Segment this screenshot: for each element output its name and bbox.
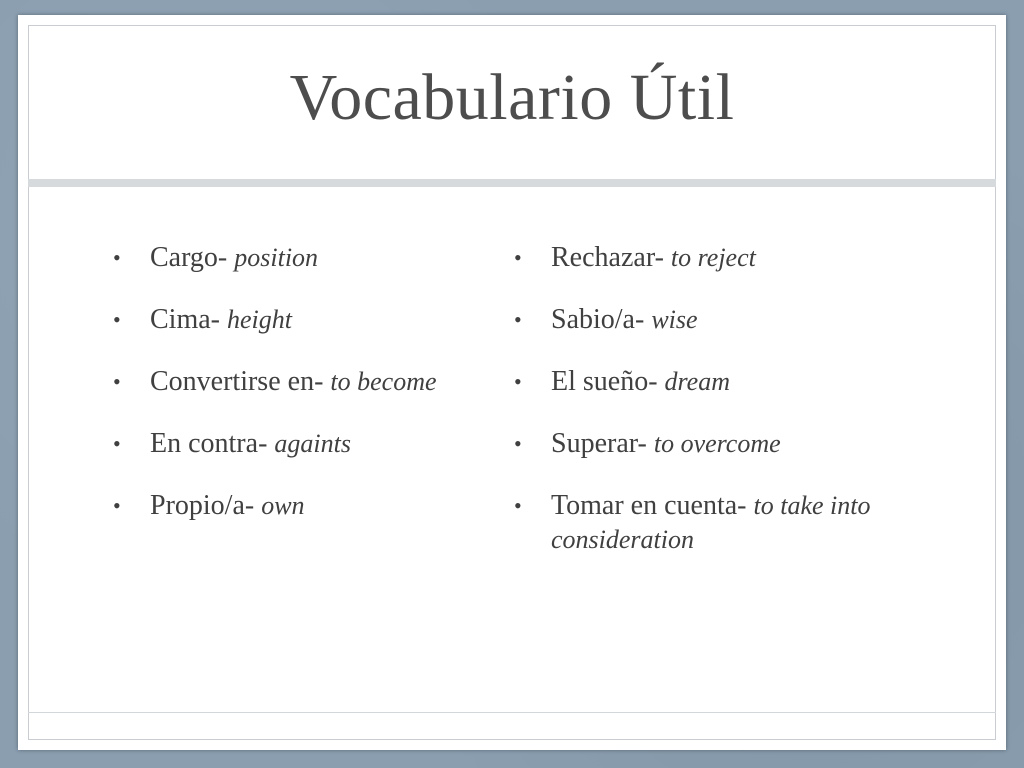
bullet-icon: • [514,245,522,270]
vocab-translation: againts [274,429,351,458]
vocab-item [113,427,493,461]
vocab-term: Convertirse en- [150,366,331,397]
vocab-translation: wise [651,305,698,334]
vocab-translation: to become [330,367,437,396]
bullet-icon: • [514,369,522,394]
vocab-translation: height [227,305,292,334]
vocab-item [514,365,914,399]
slide [18,15,1006,750]
bullet-icon: • [514,493,522,518]
bullet-icon: • [113,493,121,518]
vocab-item [113,241,493,275]
vocab-item [514,303,914,337]
vocab-list-left [113,241,493,551]
vocab-translation: to take into consideration [551,491,871,554]
slide-title: Vocabulario Útil [289,61,735,134]
vocab-term: Sabio/a- [551,304,652,335]
vocab-term: En contra- [150,428,275,459]
vocab-translation: own [261,491,305,520]
title-divider [28,179,996,187]
vocab-term: El sueño- [551,366,665,397]
bullet-icon: • [514,307,522,332]
vocab-translation: dream [664,367,731,396]
vocab-term: Superar- [551,428,654,459]
bullet-icon: • [113,431,121,456]
vocab-term: Tomar en cuenta- [551,490,754,521]
bullet-icon: • [113,245,121,270]
vocab-term: Cargo- [150,242,235,273]
vocab-translation: to overcome [653,429,781,458]
vocab-term: Rechazar- [551,242,671,273]
bullet-icon: • [113,369,121,394]
vocab-item [113,365,493,399]
footer-divider [28,712,996,713]
vocab-term: Propio/a- [150,490,262,521]
vocab-term: Cima- [150,304,227,335]
vocab-item [113,303,493,337]
vocab-list-right [514,241,914,585]
vocab-item [514,489,914,557]
vocab-translation: position [234,243,319,272]
bullet-icon: • [113,307,121,332]
vocab-translation: to reject [670,243,756,272]
bullet-icon: • [514,431,522,456]
vocab-item [113,489,493,523]
vocab-item [514,241,914,275]
vocab-item [514,427,914,461]
